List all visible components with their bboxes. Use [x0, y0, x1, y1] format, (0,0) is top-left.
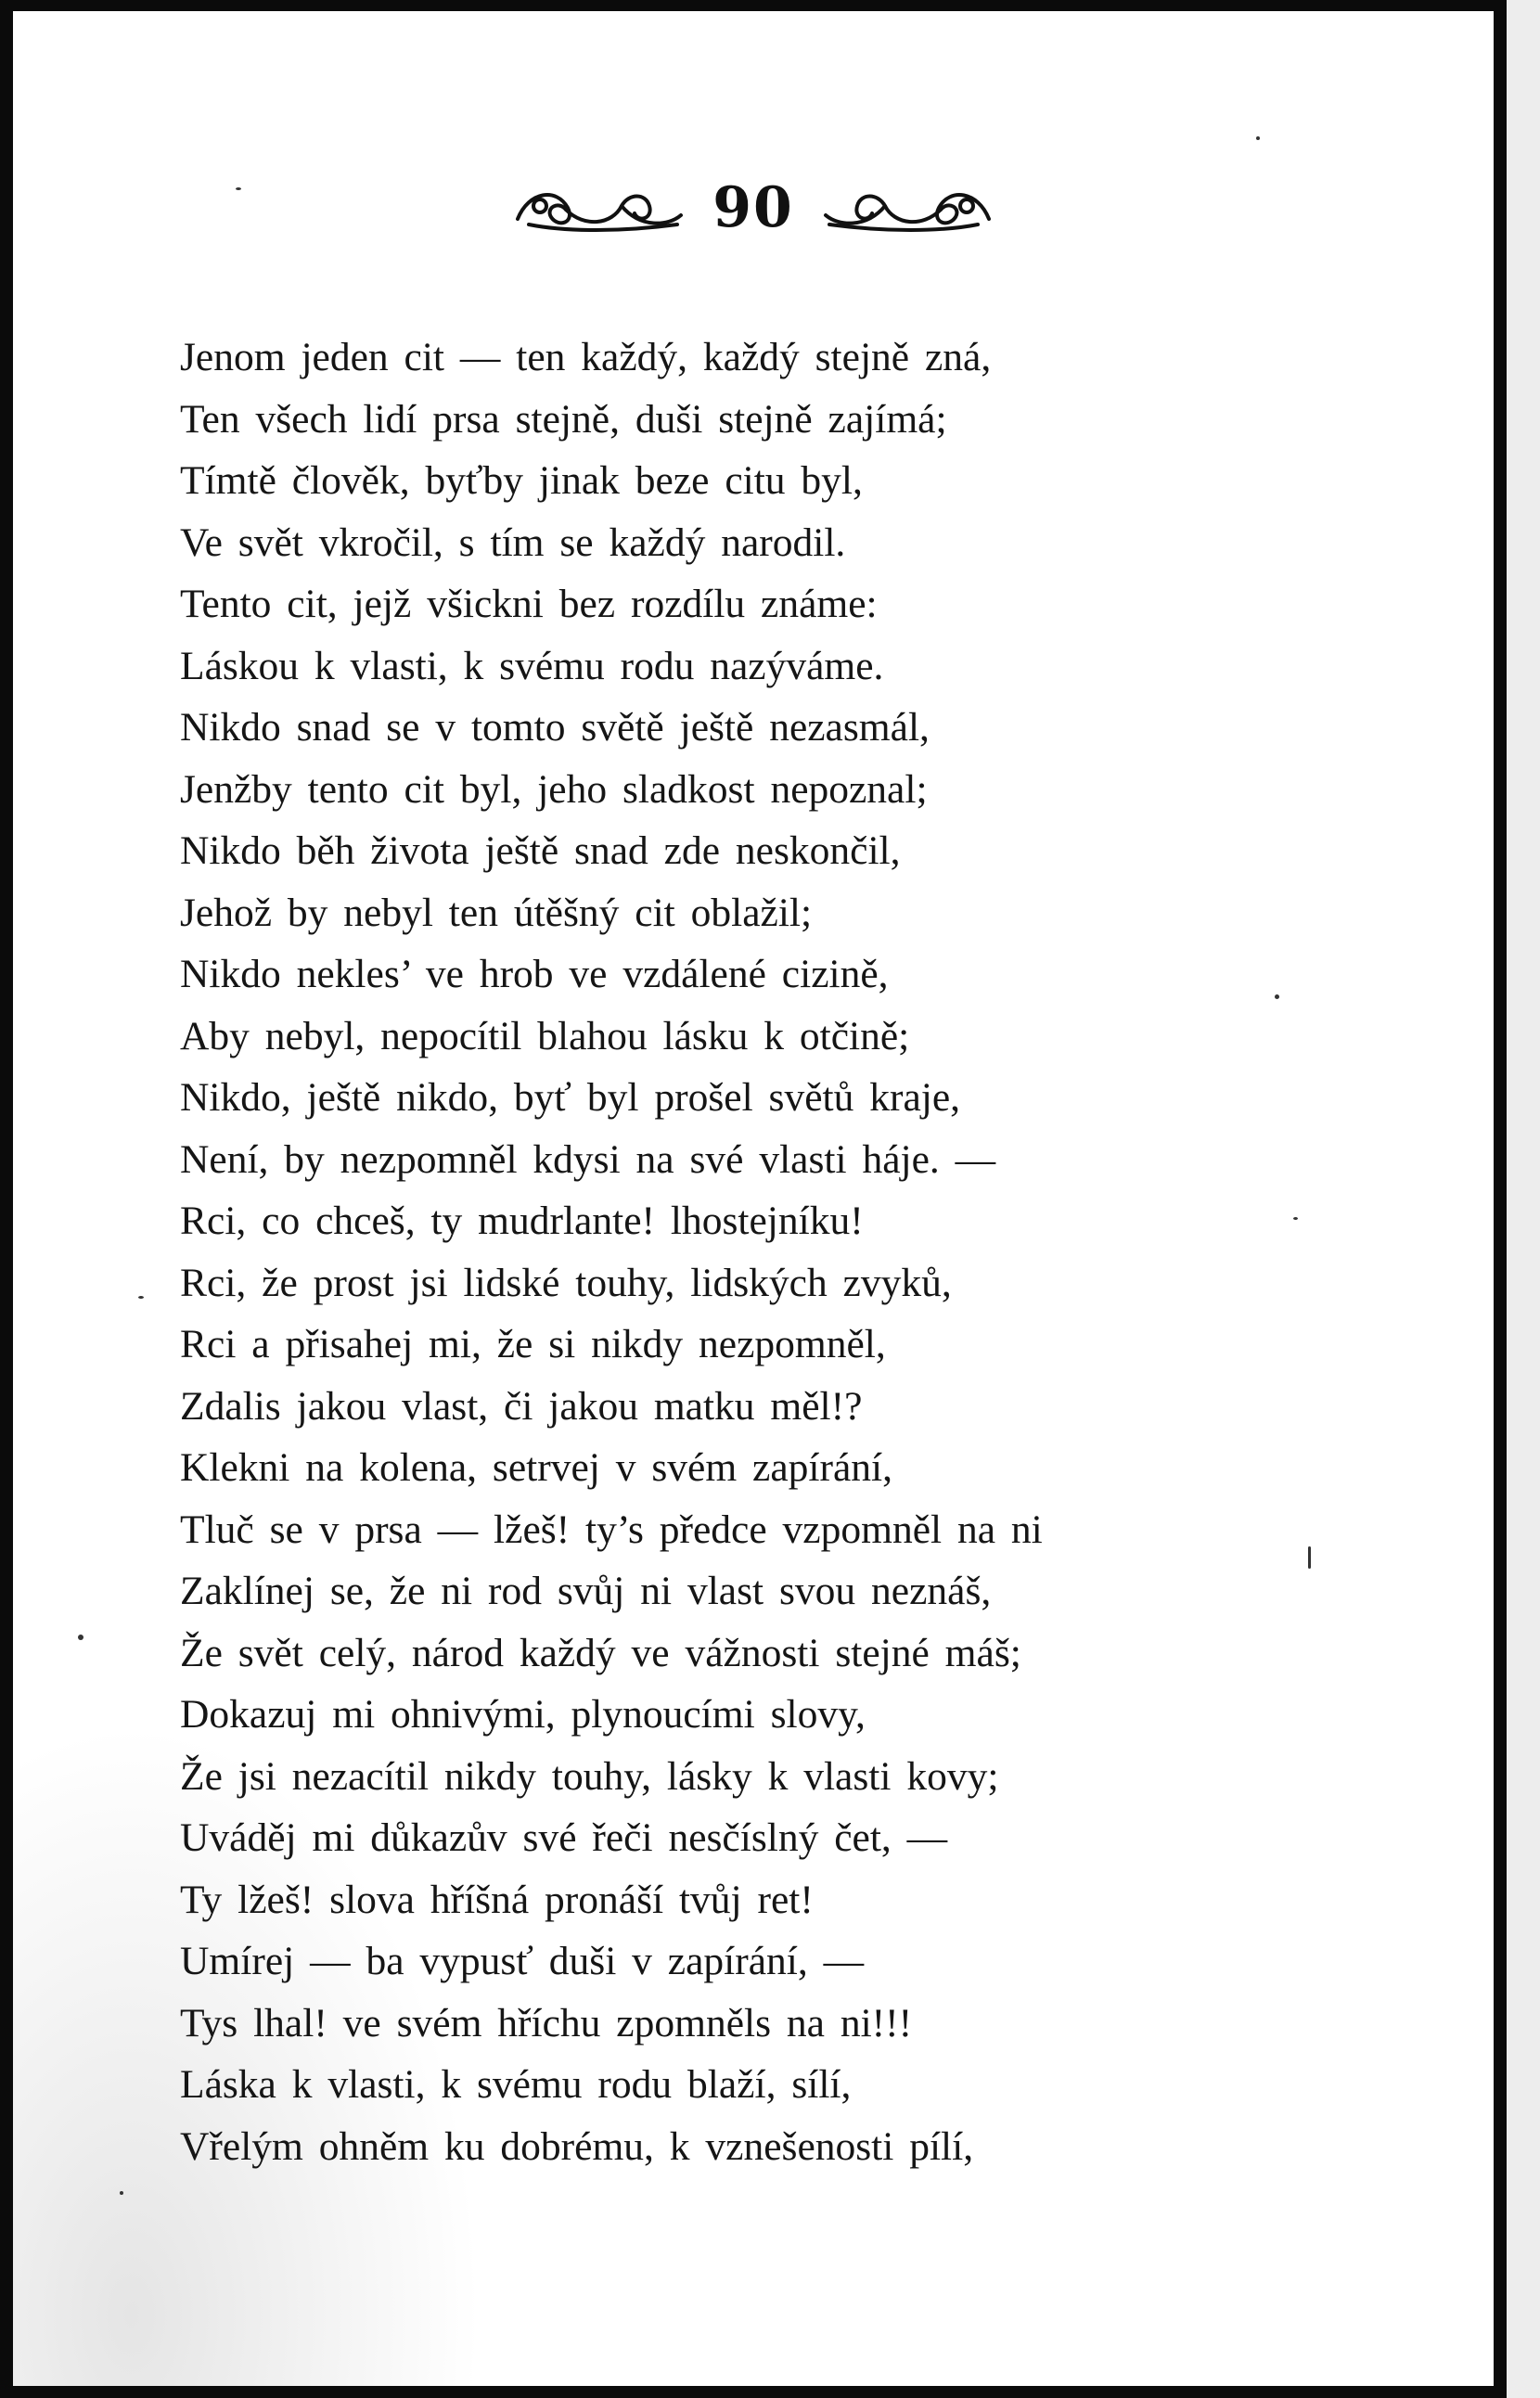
print-speck: [138, 1296, 144, 1299]
poem-line: Aby nebyl, nepocítil blahou lásku k otčině;: [180, 1013, 910, 1058]
poem-line: Vřelým ohněm ku dobrému, k vznešenosti pílí,: [180, 2123, 974, 2169]
poem-line: Dokazuj mi ohnivými, plynoucími slovy,: [180, 1692, 866, 1737]
print-speck: [1275, 994, 1279, 999]
poem-line: Rci, že prost jsi lidské touhy, lidských zvyků,: [180, 1260, 952, 1305]
poem-line: Tento cit, jejž všickni bez rozdílu známe:: [180, 582, 878, 626]
poem-line: Ten všech lidí prsa stejně, duši stejně zajímá;: [180, 396, 947, 442]
poem-line: Tímtě člověk, byťby jinak beze citu byl,: [180, 458, 863, 503]
poem-line: Umírej — ba vypusť duši v zapírání, —: [180, 1939, 865, 1983]
book-page: [13, 11, 1494, 2386]
print-speck: [1256, 136, 1260, 140]
poem-line: Rci a přisahej mi, že si nikdy nezpomněl,: [180, 1322, 886, 1366]
poem-line: Jenom jeden cit — ten každý, každý stejně zná,: [180, 335, 992, 379]
poem-line: Zaklínej se, že ni rod svůj ni vlast svou neznáš,: [180, 1569, 992, 1613]
poem-line: Ve svět vkročil, s tím se každý narodil.: [180, 519, 846, 565]
flourish-ornament-left: [510, 182, 687, 234]
poem-line: Tluč se v prsa — lžeš! ty’s předce vzpomněl na ni: [180, 1507, 1043, 1552]
poem-line: Uváděj mi důkazův své řeči nesčíslný čet, —: [180, 1815, 948, 1860]
poem-line: Klekni na kolena, setrvej v svém zapírání,: [180, 1445, 893, 1490]
poem-line: Láskou k vlasti, k svému rodu nazýváme.: [180, 643, 884, 688]
print-speck: [1293, 1217, 1298, 1220]
print-speck: [1308, 1546, 1311, 1569]
print-speck: [78, 1635, 83, 1640]
poem-line: Rci, co chceš, ty mudrlante! lhostejníku!: [180, 1199, 864, 1243]
flourish-ornament-right: [820, 182, 996, 234]
poem-line: Že jsi nezacítil nikdy touhy, lásky k vlasti kovy;: [180, 1753, 999, 1799]
poem-line: Jehož by nebyl ten útěšný cit oblažil;: [180, 890, 813, 935]
poem-line: Tys lhal! ve svém hříchu zpomněls na ni!!!: [180, 2000, 913, 2045]
poem-line: Ty lžeš! slova hříšná pronáší tvůj ret!: [180, 1877, 814, 1922]
poem-line: Láska k vlasti, k svému rodu blaží, sílí,: [180, 2062, 852, 2107]
poem-line: Nikdo, ještě nikdo, byť byl prošel světů kraje,: [180, 1075, 961, 1120]
poem-line: Není, by nezpomněl kdysi na své vlasti háje. —: [180, 1136, 996, 1182]
poem-line: Nikdo snad se v tomto světě ještě nezasmál,: [180, 705, 930, 750]
page-number: 90: [712, 175, 794, 240]
poem-line: Že svět celý, národ každý ve vážnosti stejné máš;: [180, 1630, 1021, 1675]
poem-text: [180, 327, 1386, 2177]
page-header: [13, 171, 1494, 245]
print-speck: [236, 187, 241, 190]
poem-line: Nikdo běh života ještě snad zde neskončil,: [180, 828, 901, 873]
poem-line: Zdalis jakou vlast, či jakou matku měl!?: [180, 1383, 863, 1429]
page-edge: [1507, 0, 1540, 2398]
poem-line: Nikdo nekles’ ve hrob ve vzdálené cizině,: [180, 952, 889, 996]
poem-line: Jenžby tento cit byl, jeho sladkost nepoznal;: [180, 766, 928, 812]
print-speck: [120, 2191, 123, 2195]
